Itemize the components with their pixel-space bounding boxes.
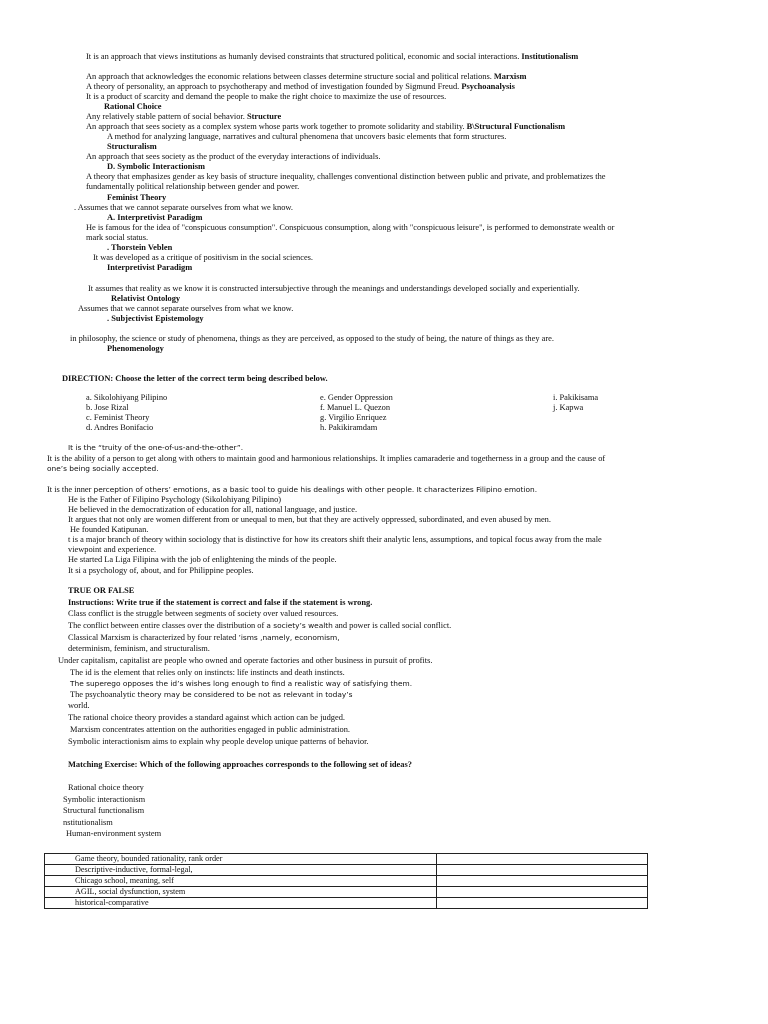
direction-heading: DIRECTION: Choose the letter of the correct term being described below. <box>62 374 328 383</box>
choice-b: b. Jose Rizal <box>86 403 129 412</box>
choice-j: j. Kapwa <box>553 403 584 412</box>
item-3: It is the inner perception of others’ emotions, as a basic tool to guide his dealings with other people. It characterizes Filipino emotion. <box>47 485 538 494</box>
tf-6: The superego opposes the id’s wishes long enough to find a realistic way of satisfying them. <box>70 679 413 688</box>
table-row <box>45 865 648 876</box>
item-10: He founded Katipunan. <box>70 525 149 534</box>
answer-cell[interactable] <box>437 854 648 865</box>
q8: An approach that sees society as the product of the everyday interactions of individuals. <box>86 152 381 161</box>
q15: in philosophy, the science or study of phenomena, things as they are perceived, as opposed to the study of being, the nature of things as they are. <box>70 334 554 343</box>
tf-3-cont: determinism, feminism, and structuralism. <box>68 644 210 653</box>
tf-10: Symbolic interactionism aims to explain why people develop unique patterns of behavior. <box>68 737 369 746</box>
choice-f: f. Manuel L. Quezon <box>320 403 391 412</box>
q14: Assumes that we cannot separate ourselves from what we know. <box>78 304 294 313</box>
table-row <box>45 887 648 898</box>
item-2-cont: one’s being socially accepted. <box>47 464 159 473</box>
q10: . Assumes that we cannot separate ourselves from what we know. <box>74 203 294 212</box>
table-cell: Chicago school, meaning, self <box>45 876 437 887</box>
q13: It assumes that reality as we know it is constructed intersubjective through the meanings and understandings developed socially and experientially. <box>88 284 580 293</box>
item-5: He believed in the democratization of education for all, national language, and justice. <box>68 505 358 514</box>
choice-c: c. Feminist Theory <box>86 413 150 422</box>
option-5: Human-environment system <box>66 829 162 838</box>
answer-cell[interactable] <box>437 898 648 909</box>
q9-cont: fundamentally political relationship between gender and power. <box>86 182 300 191</box>
a13: Relativist Ontology <box>111 294 181 303</box>
choice-h: h. Pakikiramdam <box>320 423 378 432</box>
table-row <box>45 876 648 887</box>
item-4: He is the Father of Filipino Psychology (Sikolohiyang Pilipino) <box>68 495 282 504</box>
a8: D. Symbolic Interactionism <box>107 162 205 171</box>
tf-4: Under capitalism, capitalist are people who owned and operate factories and other business in pursuit of profits. <box>58 656 433 665</box>
answer-cell[interactable] <box>437 865 648 876</box>
a4: Rational Choice <box>104 102 162 111</box>
tf-instructions: Instructions: Write true if the statement is correct and false if the statement is wrong. <box>68 598 373 607</box>
q3: A theory of personality, an approach to psychotherapy and method of investigation founded by Sigmund Freud. Psychoanalysis <box>86 82 515 91</box>
tf-7: The psychoanalytic theory may be considered to be not as relevant in today’s <box>70 690 353 699</box>
item-2: It is the ability of a person to get along with others to maintain good and harmonious relationships. It implies camaraderie and togetherness in a group and the cause of <box>47 454 606 463</box>
choice-d: d. Andres Bonifacio <box>86 423 154 432</box>
item-6: It argues that not only are women different from or unequal to men, but that they are actively oppressed, subordinated, and even abused by men. <box>68 515 551 524</box>
item-8: He started La Liga Filipina with the job of enlightening the minds of the people. <box>68 555 337 564</box>
q7: A method for analyzing language, narratives and cultural phenomena that uncovers basic elements that form structures. <box>107 132 507 141</box>
q11-cont: mark social status. <box>86 233 149 242</box>
a11: . Thorstein Veblen <box>107 243 173 252</box>
choice-a: a. Sikolohiyang Pilipino <box>86 393 168 402</box>
tf-7-cont: world. <box>68 701 90 710</box>
table-cell: Descriptive-inductive, formal-legal, <box>45 865 437 876</box>
option-2: Symbolic interactionism <box>63 795 146 804</box>
tf-2: The conflict between entire classes over the distribution of a society’s wealth and power is called social conflict. <box>68 621 452 630</box>
choice-i: i. Pakikisama <box>553 393 599 402</box>
choice-g: g. Virgilio Enriquez <box>320 413 387 422</box>
choice-e: e. Gender Oppression <box>320 393 393 402</box>
item-9: It si a psychology of, about, and for Philippine peoples. <box>68 566 254 575</box>
q11: He is famous for the idea of "conspicuous consumption". Conspicuous consumption, along with "conspicuous leisure", is performed to demonstrate wealth or <box>86 223 615 232</box>
q6: An approach that sees society as a complex system whose parts work together to promote solidarity and stability. B\Structural Functionalism <box>86 122 566 131</box>
a10: A. Interpretivist Paradigm <box>107 213 203 222</box>
answer-cell[interactable] <box>437 876 648 887</box>
option-4: nstitutionalism <box>63 818 113 827</box>
answer-cell[interactable] <box>437 887 648 898</box>
item-1: It is the “truity of the one-of-us-and-the-other”. <box>68 443 244 452</box>
tf-8: The rational choice theory provides a standard against which action can be judged. <box>68 713 345 722</box>
item-7: t is a major branch of theory within sociology that is distinctive for how its creators shift their analytic lens, assumptions, and topical focus away from the male <box>68 535 602 544</box>
tf-5: The id is the element that relies only on instincts: life instincts and death instincts. <box>70 668 345 677</box>
q4: It is a product of scarcity and demand the people to make the right choice to maximize the use of resources. <box>86 92 447 101</box>
tf-9: Marxism concentrates attention on the authorities engaged in public administration. <box>70 725 351 734</box>
tf-1: Class conflict is the struggle between segments of society over valued resources. <box>68 609 339 618</box>
tf-3: Classical Marxism is characterized by four related ’isms ,namely, economism, <box>68 633 340 642</box>
table-cell: historical-comparative <box>45 898 437 909</box>
q12: It was developed as a critique of positivism in the social sciences. <box>93 253 314 262</box>
table-row <box>45 898 648 909</box>
table-cell: Game theory, bounded rationality, rank order <box>45 854 437 865</box>
q9: A theory that emphasizes gender as key basis of structure inequality, challenges conventional distinction between public and private, and problematizes the <box>86 172 606 181</box>
table-cell: AGIL, social dysfunction, system <box>45 887 437 898</box>
a14: . Subjectivist Epistemology <box>107 314 204 323</box>
option-1: Rational choice theory <box>68 783 144 792</box>
q2: An approach that acknowledges the economic relations between classes determine structure social and political relations. Marxism <box>86 72 527 81</box>
a9: Feminist Theory <box>107 193 167 202</box>
a15: Phenomenology <box>107 344 164 353</box>
q1: It is an approach that views institutions as humanly devised constraints that structured political, economic and social interactions. Institutionalism <box>86 52 579 61</box>
item-7-cont: viewpoint and experience. <box>68 545 157 554</box>
matching-title: Matching Exercise: Which of the following approaches corresponds to the following set of ideas? <box>68 760 412 769</box>
a7: Structuralism <box>107 142 157 151</box>
a12: Interpretivist Paradigm <box>107 263 193 272</box>
matching-table <box>44 853 648 909</box>
option-3: Structural functionalism <box>63 806 145 815</box>
tf-title: TRUE OR FALSE <box>68 586 135 595</box>
q5: Any relatively stable pattern of social behavior. Structure <box>86 112 282 121</box>
table-row <box>45 854 648 865</box>
